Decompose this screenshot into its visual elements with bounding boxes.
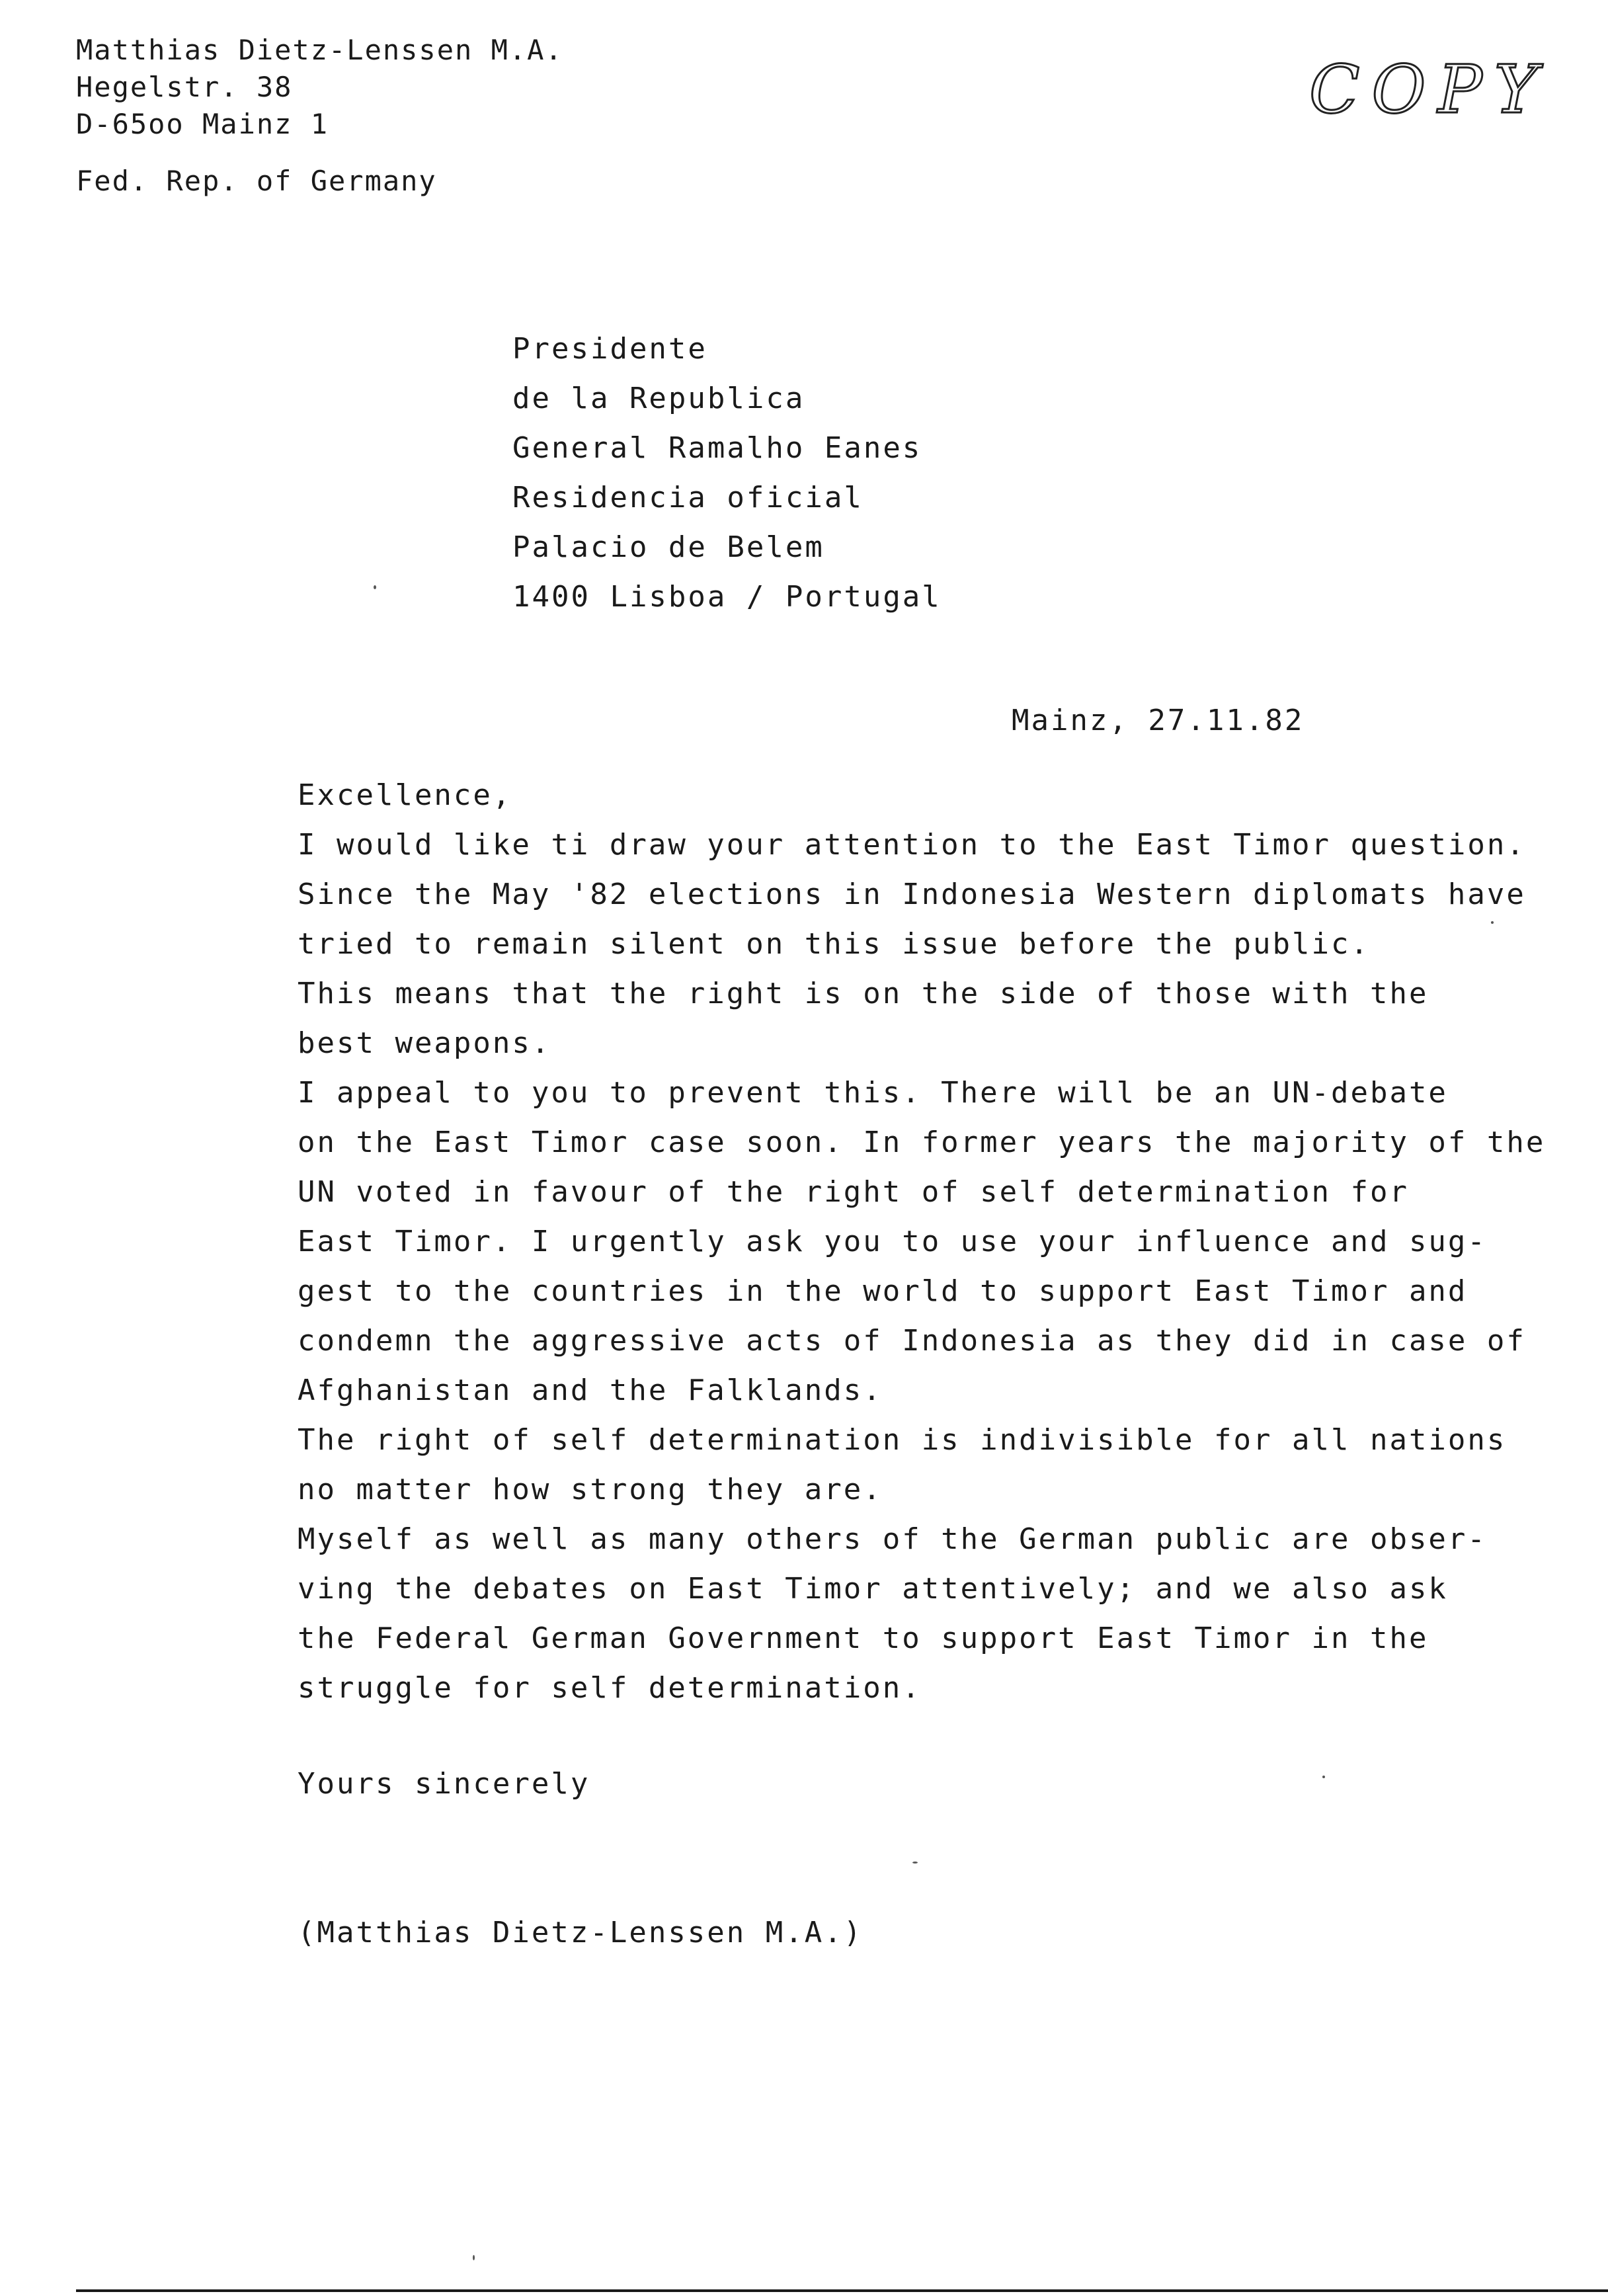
sender-address bbox=[76, 32, 563, 200]
scan-speck bbox=[374, 585, 376, 589]
recipient-line: Residencia oficial bbox=[512, 481, 864, 514]
closing: Yours sincerely bbox=[298, 1767, 590, 1801]
body-line: Since the May '82 elections in Indonesia Western diplomats have bbox=[298, 878, 1526, 911]
signature-block: (Matthias Dietz-Lenssen M.A.) bbox=[298, 1916, 864, 1949]
body-line: The right of self determination is indivisible for all nations bbox=[298, 1423, 1507, 1457]
body-line: no matter how strong they are. bbox=[298, 1473, 883, 1506]
body-line: tried to remain silent on this issue before the public. bbox=[298, 927, 1370, 961]
body-line: This means that the right is on the side of those with the bbox=[298, 977, 1429, 1010]
scan-speck bbox=[912, 1862, 918, 1864]
sender-street: Hegelstr. 38 bbox=[76, 71, 293, 103]
sender-country: Fed. Rep. of Germany bbox=[76, 165, 437, 197]
body-line: condemn the aggressive acts of Indonesia as they did in case of bbox=[298, 1324, 1526, 1358]
body-line: best weapons. bbox=[298, 1026, 551, 1060]
letter-body bbox=[298, 770, 1587, 1957]
body-line: Myself as well as many others of the German public are obser- bbox=[298, 1522, 1487, 1556]
bottom-rule bbox=[76, 2289, 1608, 2292]
scan-speck bbox=[1491, 921, 1494, 924]
copy-stamp bbox=[1303, 26, 1550, 145]
body-line: UN voted in favour of the right of self determination for bbox=[298, 1175, 1409, 1209]
body-line: ving the debates on East Timor attentively; and we also ask bbox=[298, 1572, 1448, 1606]
body-line: East Timor. I urgently ask you to use your influence and sug- bbox=[298, 1225, 1487, 1258]
body-line: Afghanistan and the Falklands. bbox=[298, 1374, 883, 1407]
date-line: Mainz, 27.11.82 bbox=[1012, 704, 1305, 737]
scan-speck bbox=[473, 2255, 475, 2260]
body-line: gest to the countries in the world to support East Timor and bbox=[298, 1274, 1468, 1308]
scan-speck bbox=[1322, 1776, 1325, 1778]
body-line: I would like ti draw your attention to the East Timor question. bbox=[298, 828, 1526, 862]
body-line: I appeal to you to prevent this. There will be an UN-debate bbox=[298, 1076, 1448, 1110]
recipient-line: Presidente bbox=[512, 332, 707, 366]
body-line: struggle for self determination. bbox=[298, 1671, 922, 1705]
recipient-line: General Ramalho Eanes bbox=[512, 431, 922, 465]
recipient-address bbox=[512, 324, 942, 622]
salutation: Excellence, bbox=[298, 778, 512, 812]
body-line: on the East Timor case soon. In former years the majority of the bbox=[298, 1126, 1546, 1159]
sender-name: Matthias Dietz-Lenssen M.A. bbox=[76, 34, 563, 66]
recipient-line: 1400 Lisboa / Portugal bbox=[512, 580, 942, 614]
copy-stamp-text: COPY bbox=[1309, 51, 1550, 128]
recipient-line: de la Republica bbox=[512, 382, 805, 415]
recipient-line: Palacio de Belem bbox=[512, 530, 824, 564]
sender-city: D-65oo Mainz 1 bbox=[76, 108, 329, 140]
body-line: the Federal German Government to support East Timor in the bbox=[298, 1621, 1429, 1655]
